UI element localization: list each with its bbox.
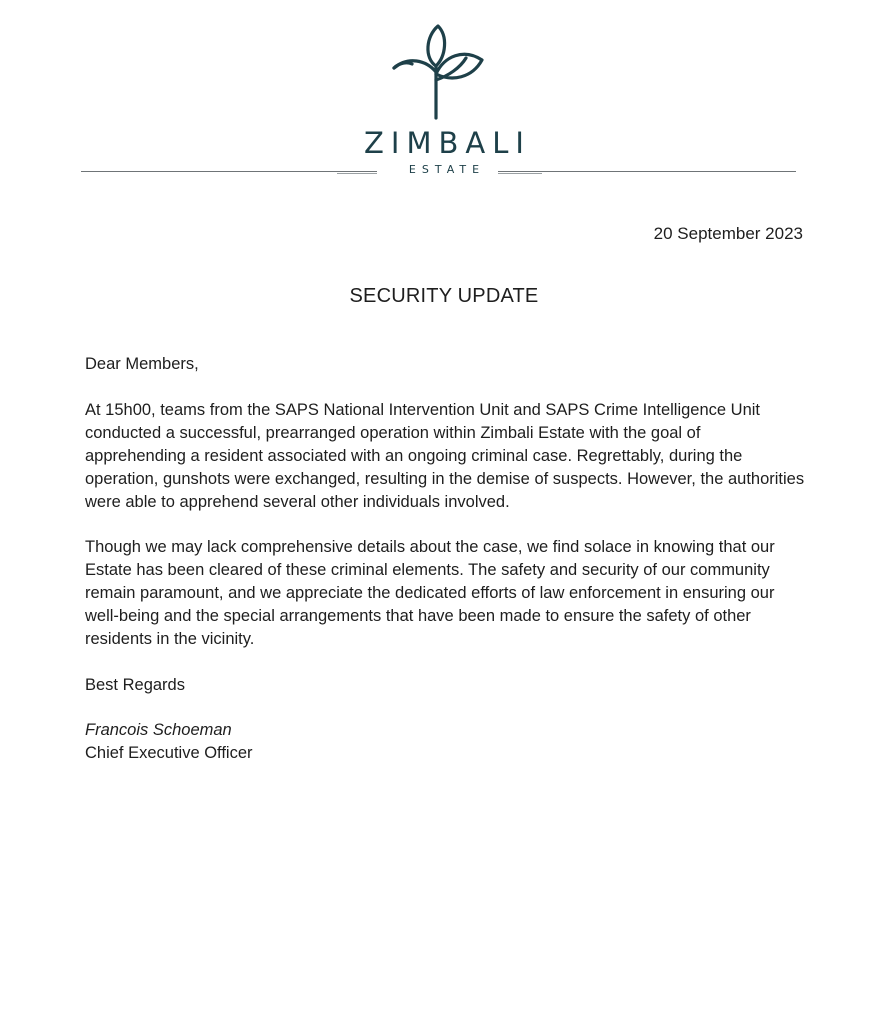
letterhead xyxy=(0,0,888,190)
salutation: Dear Members, xyxy=(85,355,199,373)
signatory-title: Chief Executive Officer xyxy=(85,744,253,762)
paragraph-safety: Though we may lack comprehensive details about the case, we find solace in knowing that our Estate has been cleared of these criminal elements. The safety and security of our community remain paramount, and we appreciate the dedicated efforts of law enforcement in ensuring our well-being and the special arrangements that have been made to ensure the safety of other residents in the vicinity. xyxy=(85,538,775,648)
letter-heading: SECURITY UPDATE xyxy=(349,285,539,307)
flower-stem-logo-icon xyxy=(386,20,492,126)
brand-name: ZIMBALI xyxy=(364,126,531,160)
paragraph-operation: At 15h00, teams from the SAPS National Intervention Unit and SAPS Crime Intelligence Unit conducted a successful, prearranged operation within Zimbali Estate with the goal of apprehending a resident associated with an ongoing criminal case. Regrettably, during the operation, gunshots were exchanged, resulting in the demise of suspects. However, the authorities were able to apprehend several other individuals involved. xyxy=(85,401,805,511)
letter-date: 20 September 2023 xyxy=(653,224,803,243)
signatory-name: Francois Schoeman xyxy=(85,721,232,739)
brand-subtitle: ESTATE xyxy=(408,163,486,176)
closing: Best Regards xyxy=(85,676,185,694)
